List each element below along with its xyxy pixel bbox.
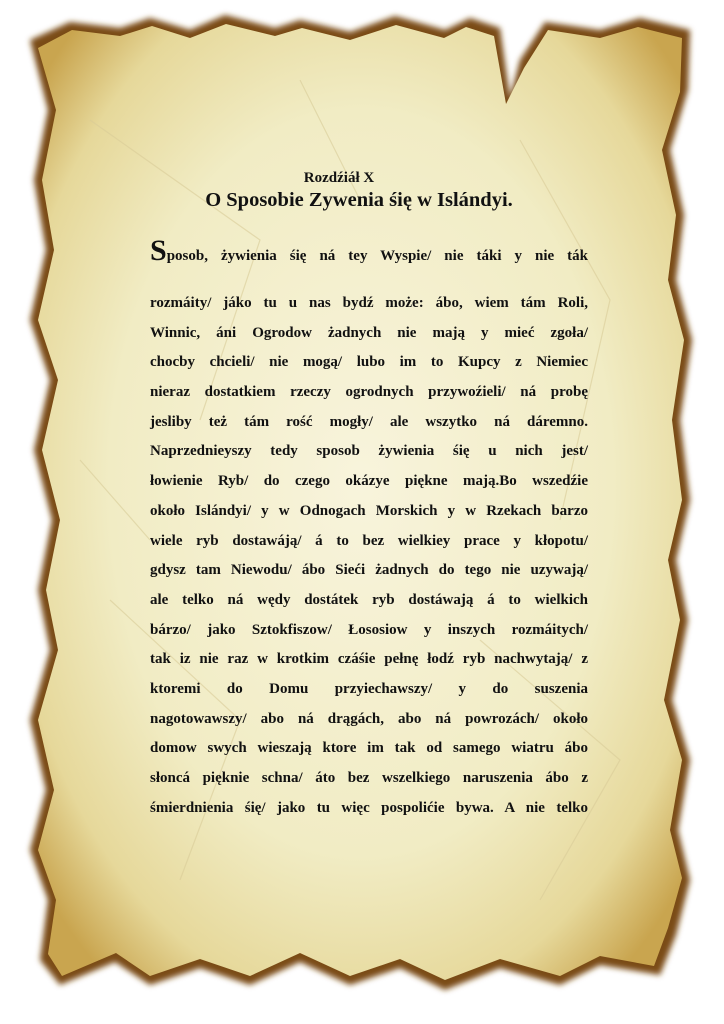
text-line: rozmáity/ jáko tu u nas bydź może: ábo, wiem tám Roli, <box>150 295 588 311</box>
text-line: chocby chcieli/ nie mogą/ lubo im to Kupcy z Niemiec <box>150 354 588 371</box>
text-line: tak iz nie raz w krotkim czáśie pełnę łodź ryb nachwytają/ z <box>150 651 588 668</box>
text-line: bárzo/ jako Sztokfiszow/ Łososiow y inszych rozmáitych/ <box>150 621 588 638</box>
text-line: około Islándyi/ y w Odnogach Morskich y w Rzekach barzo <box>150 502 588 519</box>
drop-cap: S <box>150 234 167 267</box>
text-line: ale telko ná wędy dostátek ryb dostáwają á to wielkich <box>150 591 588 608</box>
first-line <box>150 236 588 276</box>
text-line: Naprzednieyszy tedy sposob żywienia śię u nich jest/ <box>150 443 588 460</box>
first-line-text: posob, żywienia śię ná tey Wyspie/ nie táki y nie ták <box>166 248 588 264</box>
text-line: łowienie Ryb/ do czego okázye piękne mają.Bo wszedźie <box>150 473 588 490</box>
text-line: gdysz tam Niewodu/ ábo Sieći żadnych do tego nie uzywają/ <box>150 562 588 579</box>
text-line: śmierdnienia śię/ jako tu więc pospolićie bywa. A nie telko <box>150 799 588 816</box>
text-line: nagotowawszy/ abo ná drągách, abo ná powrozách/ około <box>150 710 588 727</box>
text-line: ktoremi do Domu przyiechawszy/ y do suszenia <box>150 680 588 697</box>
text-line: jesliby też tám rość mogły/ ale wszytko ná dáremno. <box>150 413 588 430</box>
body-text <box>150 289 588 823</box>
text-line: Winnic, áni Ogrodow żadnych nie mają y mieć zgoła/ <box>150 324 588 341</box>
text-line: wiele ryb dostawáją/ á to bez wielkiey prace y kłopotu/ <box>150 532 588 549</box>
chapter-title: O Sposobie Zywenia śię w Islándyi. <box>205 189 513 211</box>
text-line: słoncá pięknie schna/ áto bez wszelkiego naruszenia ábo z <box>150 770 588 786</box>
chapter-label: Rozdźiáł X <box>303 170 375 186</box>
text-line: domow swych wieszają ktore im tak od samego wiatru ábo <box>150 740 588 757</box>
text-line: nieraz dostatkiem rzeczy ogrodnych przywoźieli/ ná probę <box>150 384 588 401</box>
